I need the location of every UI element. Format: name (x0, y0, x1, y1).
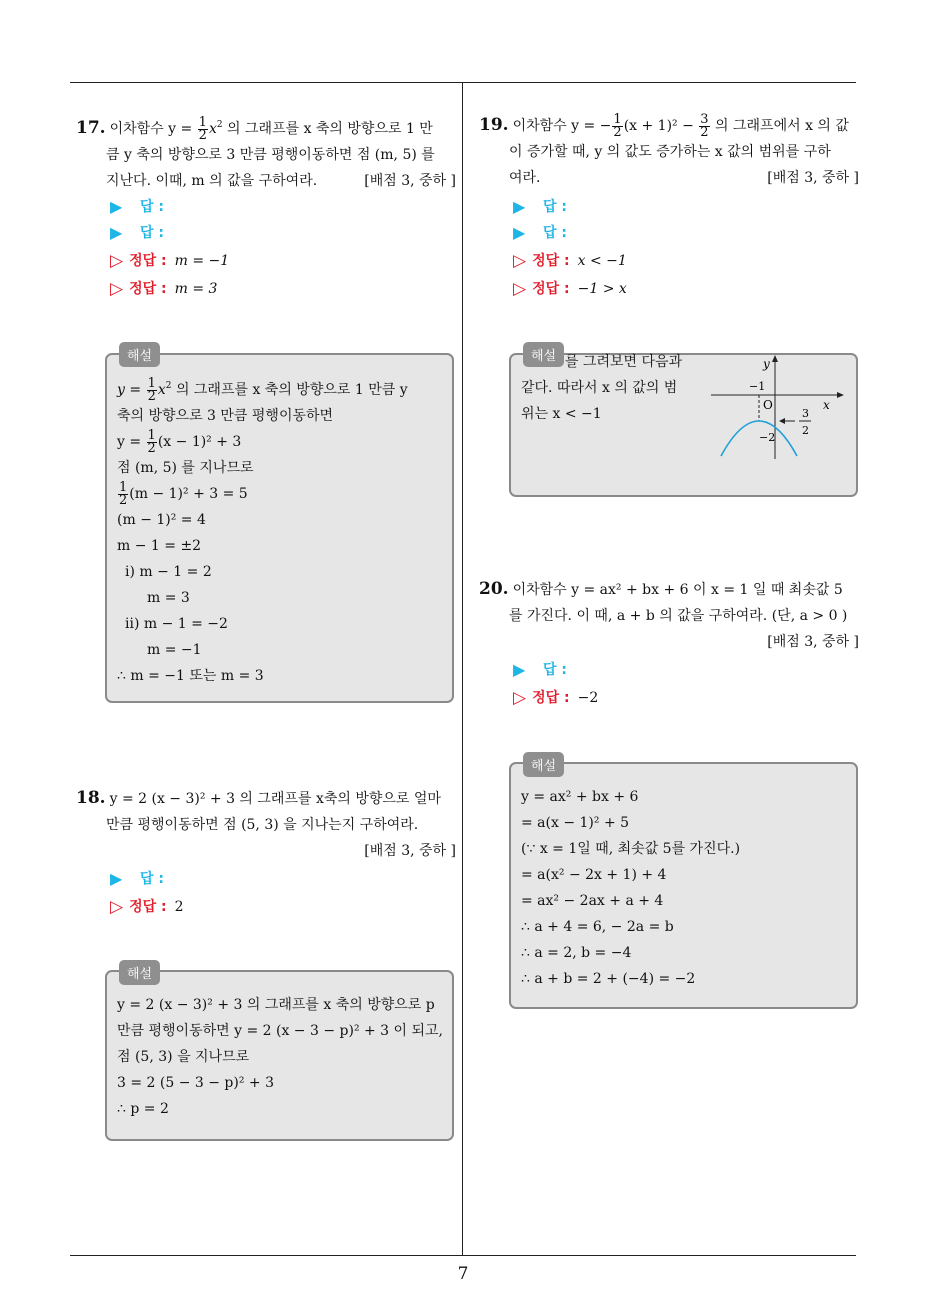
q18-correct (110, 897, 184, 917)
page-number: 7 (457, 1264, 469, 1284)
q20-exp-line7: ∴ a = 2, b = −4 (521, 945, 632, 961)
q20-exp-line5: = ax² − 2ax + a + 4 (521, 893, 664, 909)
vertex-pointer-arrow (779, 418, 785, 424)
q19-fraction-2 (699, 111, 709, 140)
q17-exp-y1: y = (117, 434, 146, 450)
q17-answer-1 (110, 197, 164, 217)
answer-label: 답 : (543, 199, 567, 215)
q19-explanation-tag: 해설 (523, 342, 564, 367)
graph-minus-two: −2 (759, 431, 776, 444)
q19-line1-a: 이차함수 y = − (512, 118, 612, 134)
q17-explanation-box (105, 353, 454, 703)
q19-line1-b: (x + 1)² − (623, 118, 699, 134)
q17-exp-line1: y = $\frac{1}{2}$ $x^2$ 의 그래프를 x 축의 방향으로 1 만큼 y (117, 375, 408, 404)
q19-exp-line3: 위는 x < −1 (521, 406, 602, 422)
q19-f1-den: 2 (613, 124, 622, 140)
q19-answer-1 (513, 197, 567, 217)
q17-correct-1 (110, 251, 229, 271)
q17-exp-line9: m = 3 (147, 590, 190, 606)
play-icon: ▶ (110, 197, 123, 216)
q20-exp-line6: ∴ a + 4 = 6, − 2a = b (521, 919, 674, 935)
graph-minus-one: −1 (749, 380, 766, 393)
graph-frac-den: 2 (802, 424, 809, 437)
q18-exp-line4: 3 = 2 (5 − 3 − p)² + 3 (117, 1075, 275, 1091)
q20-number: 20. (479, 579, 509, 599)
graph-frac-num: 3 (802, 407, 809, 420)
q20-answer (513, 660, 567, 680)
outline-play-icon: ▷ (110, 897, 124, 917)
q17-correct-2 (110, 279, 217, 299)
q18-exp-line3: 점 (5, 3) 을 지나므로 (117, 1049, 250, 1065)
q19-correct-value-1: x < −1 (577, 253, 627, 269)
q19-line1-c: 의 그래프에서 x 의 값 (710, 118, 849, 134)
play-icon: ▶ (513, 660, 526, 679)
graph-origin-label: O (763, 398, 773, 412)
q17-exp-line12: ∴ m = −1 또는 m = 3 (117, 668, 264, 684)
q20-meta: [배점 3, 중하 ] (767, 634, 859, 650)
q19-line1 (479, 112, 859, 139)
q20-explanation-tag: 해설 (523, 752, 564, 777)
q19-f2-den: 2 (700, 124, 709, 140)
q20-line1-text: 이차함수 y = ax² + bx + 6 이 x = 1 일 때 최솟값 5 (512, 582, 843, 598)
q17-exp-line10: ⅱ) m − 1 = −2 (125, 616, 228, 632)
q18-line1-text: y = 2 (x − 3)² + 3 의 그래프를 x축의 방향으로 얼마 (109, 791, 441, 807)
q19-explanation-box (509, 353, 858, 497)
q17-exp-y2: (x − 1)² + 3 (157, 434, 242, 450)
play-icon: ▶ (110, 869, 123, 888)
q19-number: 19. (479, 115, 509, 135)
q17-exp-line4: 점 (m, 5) 를 지나므로 (117, 460, 254, 476)
q19-line3: 여라. (509, 170, 541, 186)
q17-exp-eq: (m − 1)² + 3 = 5 (129, 486, 248, 502)
play-icon: ▶ (513, 197, 526, 216)
q17-exp-line7: m − 1 = ±2 (117, 538, 202, 554)
q18-line1 (76, 785, 456, 812)
q20-explanation-box (509, 762, 858, 1009)
q17-exp-line8: ⅰ) m − 1 = 2 (125, 564, 212, 580)
y-axis-arrow (772, 355, 778, 362)
q19-correct-2 (513, 279, 627, 299)
top-rule (70, 82, 856, 83)
q20-correct-value: −2 (577, 690, 599, 706)
q17-exp-line3: y = $\frac{1}{2}$ (x − 1)² + 3 (117, 427, 242, 456)
correct-label: 정답 : (129, 281, 167, 297)
q17-fraction (198, 114, 208, 143)
q17-exp-text-0: 의 그래프를 x 축의 방향으로 1 만큼 y (175, 382, 408, 398)
q17-explanation-tag: 해설 (119, 342, 160, 367)
q19-f1-num: 1 (613, 111, 622, 127)
outline-play-icon: ▷ (513, 279, 527, 299)
answer-label: 답 : (140, 225, 164, 241)
answer-label: 답 : (140, 199, 164, 215)
q20-exp-line4: = a(x² − 2x + 1) + 4 (521, 867, 667, 883)
q19-correct-1 (513, 251, 627, 271)
question-18 (76, 785, 456, 864)
q18-explanation-tag: 해설 (119, 960, 160, 985)
play-icon: ▶ (513, 223, 526, 242)
q17-exp-line11: m = −1 (147, 642, 202, 658)
q18-answer (110, 869, 164, 889)
q17-line3-row (76, 168, 456, 194)
correct-label: 정답 : (532, 281, 570, 297)
play-icon: ▶ (110, 223, 123, 242)
q18-number: 18. (76, 788, 106, 808)
q18-correct-value: 2 (174, 899, 184, 915)
bottom-rule (70, 1255, 856, 1256)
correct-label: 정답 : (129, 899, 167, 915)
q17-line1-a: 이차함수 y = (109, 121, 197, 137)
q17-correct-value-1: m = −1 (174, 253, 230, 269)
q18-exp-line1: y = 2 (x − 3)² + 3 의 그래프를 x 축의 방향으로 p (117, 997, 435, 1013)
q17-line1-c: 의 그래프를 x 축의 방향으로 1 만 (222, 121, 433, 137)
q19-fraction-1 (612, 111, 622, 140)
q20-explanation-body (521, 784, 740, 992)
column-divider (462, 82, 463, 1255)
q20-exp-line3: (∵ x = 1일 때, 최솟값 5를 가진다.) (521, 841, 741, 857)
outline-play-icon: ▷ (110, 251, 124, 271)
q17-frac-den: 2 (198, 127, 207, 143)
q19-parabola-graph (707, 355, 857, 465)
outline-play-icon: ▷ (513, 251, 527, 271)
q18-line2: 만큼 평행이동하면 점 (5, 3) 을 지나는지 구하여라. (106, 817, 419, 833)
q17-correct-value-2: m = 3 (174, 281, 218, 297)
q20-correct (513, 688, 598, 708)
question-17 (76, 112, 456, 194)
q19-exp-line1: 를 그려보면 다음과 (565, 354, 683, 370)
outline-play-icon: ▷ (513, 688, 527, 708)
q20-exp-line2: = a(x − 1)² + 5 (521, 815, 630, 831)
x-axis-arrow (837, 392, 844, 398)
q17-frac-num: 1 (198, 114, 207, 130)
q18-meta: [배점 3, 중하 ] (364, 843, 456, 859)
graph-x-label: x (823, 398, 830, 412)
q18-explanation-body (117, 992, 443, 1122)
q17-number: 17. (76, 118, 106, 138)
outline-play-icon: ▷ (110, 279, 124, 299)
q19-meta: [배점 3, 중하 ] (767, 170, 859, 186)
q17-line3: 지난다. 이때, m 의 값을 구하여라. (106, 173, 318, 189)
q17-explanation-body (117, 373, 408, 689)
answer-label: 답 : (543, 662, 567, 678)
q20-line2: 를 가진다. 이 때, a + b 의 값을 구하여라. (단, a > 0 ) (509, 608, 848, 624)
correct-label: 정답 : (532, 253, 570, 269)
q19-exp-line2: 같다. 따라서 x 의 값의 범 (521, 380, 678, 396)
q19-correct-value-2: −1 > x (577, 281, 627, 297)
correct-label: 정답 : (129, 253, 167, 269)
q19-line2: 이 증가할 때, y 의 값도 증가하는 x 값의 범위를 구하 (509, 144, 831, 160)
graph-y-label: y (763, 357, 770, 371)
q17-exp-line5: $\frac{1}{2}$ (m − 1)² + 3 = 5 (119, 479, 248, 508)
q19-f2-num: 3 (700, 111, 709, 127)
q18-explanation-box (105, 970, 454, 1141)
q19-answer-2 (513, 223, 567, 243)
correct-label: 정답 : (532, 690, 570, 706)
q17-answer-2 (110, 223, 164, 243)
q17-line2: 큼 y 축의 방향으로 3 만큼 평행이동하면 점 (m, 5) 를 (106, 147, 435, 163)
answer-label: 답 : (140, 871, 164, 887)
question-19 (479, 112, 859, 191)
q17-exp-line6: (m − 1)² = 4 (117, 512, 206, 528)
q17-exp-line2: 축의 방향으로 3 만큼 평행이동하면 (117, 408, 334, 424)
q20-exp-line8: ∴ a + b = 2 + (−4) = −2 (521, 971, 696, 987)
q20-exp-line1: y = ax² + bx + 6 (521, 789, 639, 805)
q19-explanation-body-2 (521, 375, 677, 427)
q19-explanation-body (565, 349, 682, 375)
question-20 (479, 576, 859, 655)
q17-meta: [배점 3, 중하 ] (364, 173, 456, 189)
q18-exp-line2: 만큼 평행이동하면 y = 2 (x − 3 − p)² + 3 이 되고, (117, 1023, 444, 1039)
q17-line1-b: x (208, 121, 217, 137)
q18-exp-line5: ∴ p = 2 (117, 1101, 169, 1117)
q20-line1 (479, 576, 859, 603)
answer-label: 답 : (543, 225, 567, 241)
q17-line1: 17. 이차함수 y = $\frac{1}{2}$ $x^2$ 의 그래프를 x 축의 방향으로 1 만 (76, 114, 433, 143)
